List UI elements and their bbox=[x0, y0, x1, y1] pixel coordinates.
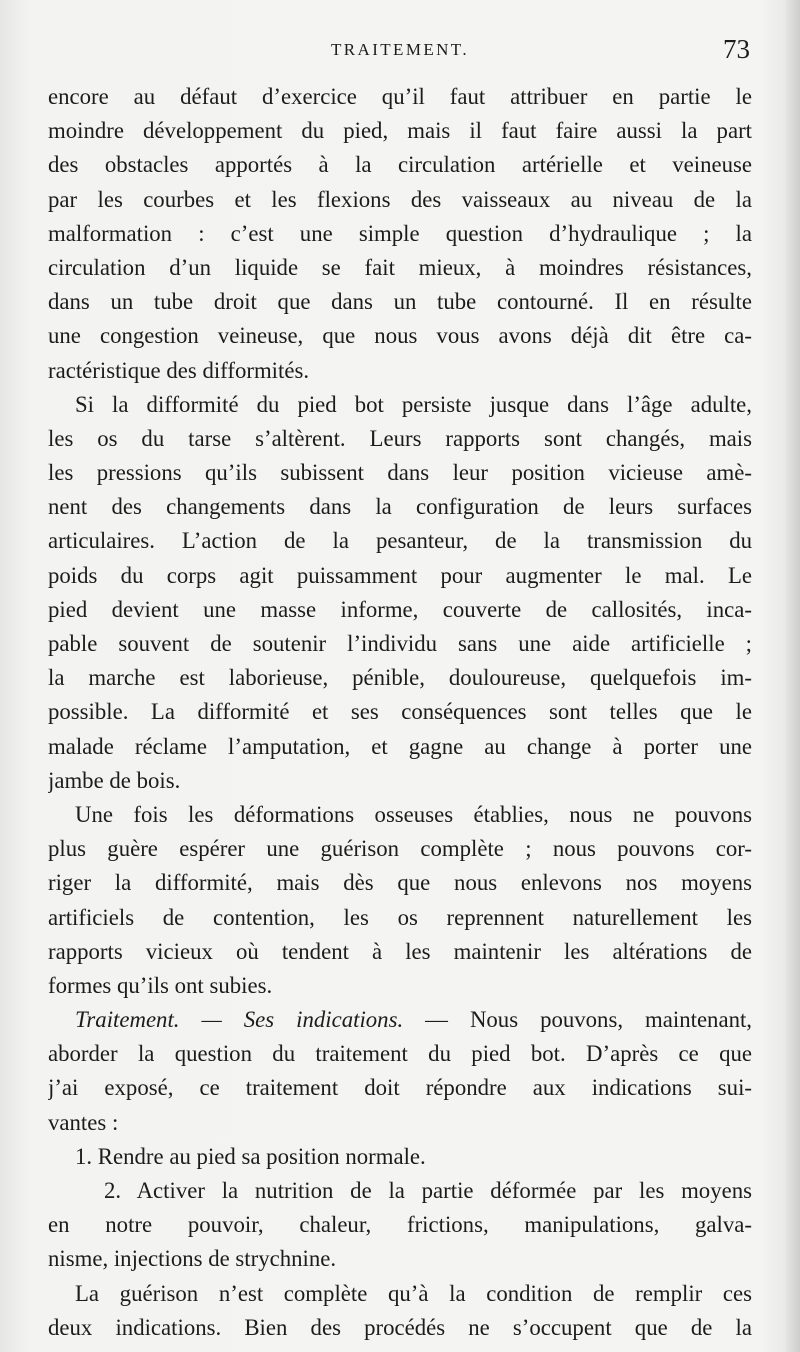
section-heading: Traitement. — Ses indications. bbox=[75, 1007, 404, 1033]
text-line: moindre développement du pied, mais il faut faire aussi la part bbox=[48, 118, 752, 144]
text-line: les os du tarse s’altèrent. Leurs rapports sont changés, mais bbox=[48, 425, 752, 451]
list-item: 1. Rendre au pied sa position normale. bbox=[75, 1143, 426, 1169]
text-line: dans un tube droit que dans un tube contourné. Il en résulte bbox=[48, 289, 752, 315]
text-line: malade réclame l’amputation, et gagne au change à porter une bbox=[48, 733, 752, 759]
text-line: circulation d’un liquide se fait mieux, à moindres résistances, bbox=[48, 254, 752, 280]
text-line: ractéristique des difformités. bbox=[48, 357, 310, 383]
section-heading-line bbox=[48, 1003, 752, 1037]
text-line: vantes : bbox=[48, 1109, 119, 1135]
text-line: malformation : c’est une simple question d’hydraulique ; la bbox=[48, 220, 752, 246]
text-line: riger la difformité, mais dès que nous enlevons nos moyens bbox=[48, 870, 752, 896]
body-text bbox=[48, 80, 752, 1345]
text-line: plus guère espérer une guérison complète ; nous pouvons cor- bbox=[48, 836, 752, 862]
text-line: pied devient une masse informe, couverte de callosités, inca- bbox=[48, 596, 752, 622]
text-line: deux indications. Bien des procédés ne s’occupent que de la bbox=[48, 1314, 752, 1340]
text-line: nisme, injections de strychnine. bbox=[48, 1246, 337, 1272]
text-line: La guérison n’est complète qu’à la condition de remplir ces bbox=[75, 1280, 752, 1306]
text-line: rapports vicieux où tendent à les maintenir les altérations de bbox=[48, 938, 752, 964]
text-line: artificiels de contention, les os reprennent naturellement les bbox=[48, 904, 752, 930]
text-line: encore au défaut d’exercice qu’il faut attribuer en partie le bbox=[48, 84, 752, 109]
text-run: — Nous pouvons, maintenant, bbox=[403, 1007, 752, 1033]
text-line: possible. La difformité et ses conséquences sont telles que le bbox=[48, 699, 752, 725]
page-edge-shadow bbox=[784, 0, 800, 1352]
page-number: 73 bbox=[723, 34, 750, 64]
page-header bbox=[48, 34, 752, 70]
text-line: la marche est laborieuse, pénible, douloureuse, quelquefois im- bbox=[48, 665, 752, 691]
text-line: nent des changements dans la configuration de leurs surfaces bbox=[48, 494, 752, 520]
list-item: 2. Activer la nutrition de la partie déformée par les moyens bbox=[104, 1178, 752, 1203]
text-line: poids du corps agit puissamment pour augmenter le mal. Le bbox=[48, 562, 752, 588]
text-line: formes qu’ils ont subies. bbox=[48, 972, 273, 998]
text-line: des obstacles apportés à la circulation artérielle et veineuse bbox=[48, 152, 752, 178]
text-line: aborder la question du traitement du pied bot. D’après ce que bbox=[48, 1041, 752, 1067]
text-line: en notre pouvoir, chaleur, frictions, manipulations, galva- bbox=[48, 1212, 752, 1238]
running-head: TRAITEMENT. bbox=[331, 40, 469, 59]
text-line: jambe de bois. bbox=[48, 767, 181, 793]
text-line: j’ai exposé, ce traitement doit répondre aux indications sui- bbox=[48, 1075, 752, 1101]
text-line: articulaires. L’action de la pesanteur, de la transmission du bbox=[48, 528, 752, 554]
text-line: pable souvent de soutenir l’individu sans une aide artificielle ; bbox=[48, 631, 752, 656]
text-line: une congestion veineuse, que nous vous avons déjà dit être ca- bbox=[48, 323, 752, 349]
text-line: Une fois les déformations osseuses établies, nous ne pouvons bbox=[75, 801, 752, 827]
text-line: par les courbes et les flexions des vaisseaux au niveau de la bbox=[48, 186, 752, 212]
text-line: Si la difformité du pied bot persiste jusque dans l’âge adulte, bbox=[75, 391, 752, 417]
text-line: les pressions qu’ils subissent dans leur position vicieuse amè- bbox=[48, 460, 752, 486]
